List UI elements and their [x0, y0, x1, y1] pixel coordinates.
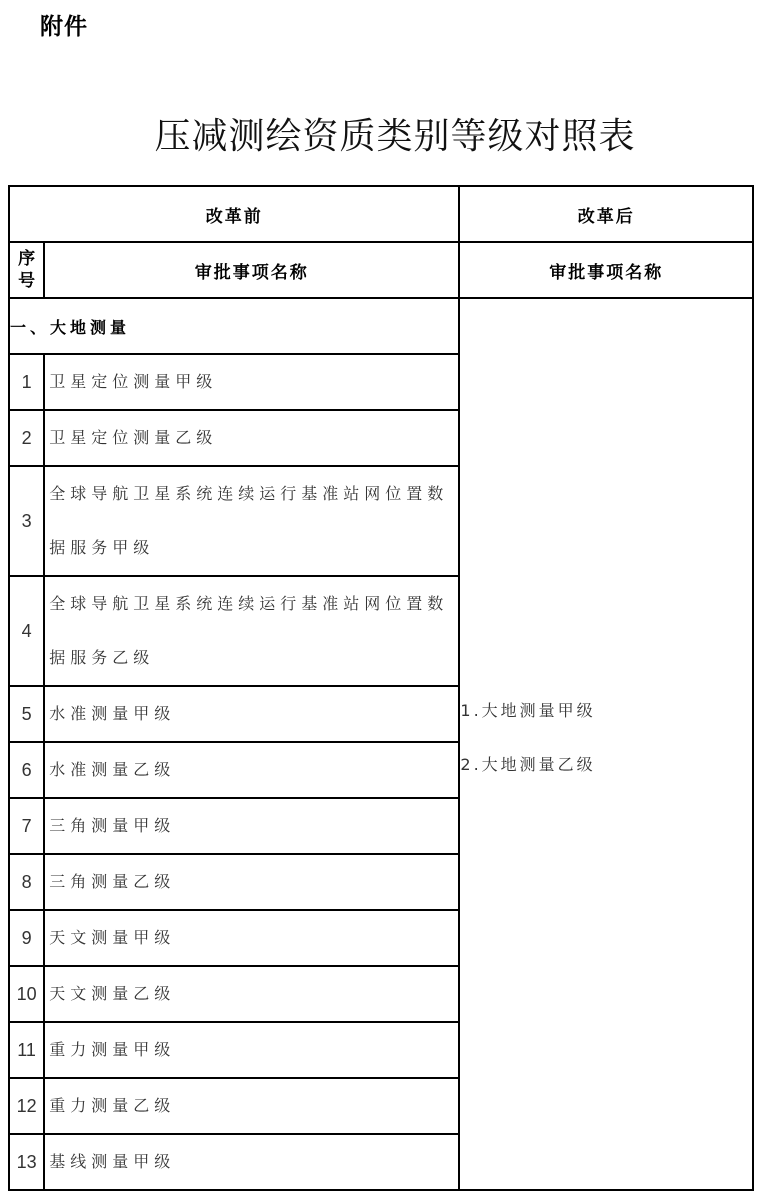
row-number: 9 [9, 910, 44, 966]
header-before: 改革前 [9, 186, 459, 242]
row-number: 11 [9, 1022, 44, 1078]
row-name: 天文测量乙级 [44, 966, 459, 1022]
after-merged-cell [459, 298, 753, 1190]
row-number: 12 [9, 1078, 44, 1134]
after-item: 1.大地测量甲级 [460, 701, 596, 720]
section-label: 一、大地测量 [9, 298, 459, 354]
row-name: 全球导航卫星系统连续运行基准站网位置数据服务乙级 [44, 576, 459, 686]
row-number: 2 [9, 410, 44, 466]
section-row [9, 298, 753, 354]
after-item: 2.大地测量乙级 [460, 755, 596, 774]
row-number: 10 [9, 966, 44, 1022]
header-seq [9, 242, 44, 298]
comparison-table [8, 185, 754, 1191]
header-row-sub [9, 242, 753, 298]
row-number: 6 [9, 742, 44, 798]
header-after-name: 审批事项名称 [459, 242, 753, 298]
header-seq-label: 序号 [18, 249, 36, 291]
row-name: 卫星定位测量乙级 [44, 410, 459, 466]
row-name: 全球导航卫星系统连续运行基准站网位置数据服务甲级 [44, 466, 459, 576]
row-name: 卫星定位测量甲级 [44, 354, 459, 410]
row-name: 重力测量甲级 [44, 1022, 459, 1078]
row-number: 1 [9, 354, 44, 410]
row-number: 7 [9, 798, 44, 854]
header-before-name: 审批事项名称 [44, 242, 459, 298]
row-number: 5 [9, 686, 44, 742]
row-name: 三角测量乙级 [44, 854, 459, 910]
row-name: 基线测量甲级 [44, 1134, 459, 1190]
row-number: 13 [9, 1134, 44, 1190]
row-name: 天文测量甲级 [44, 910, 459, 966]
header-row-top [9, 186, 753, 242]
document-title: 压减测绘资质类别等级对照表 [154, 116, 636, 157]
row-name: 三角测量甲级 [44, 798, 459, 854]
row-number: 8 [9, 854, 44, 910]
header-after: 改革后 [459, 186, 753, 242]
after-list [460, 684, 595, 792]
attachment-label: 附件 [40, 14, 88, 40]
row-name: 重力测量乙级 [44, 1078, 459, 1134]
row-name: 水准测量乙级 [44, 742, 459, 798]
row-number: 4 [9, 576, 44, 686]
row-number: 3 [9, 466, 44, 576]
row-name: 水准测量甲级 [44, 686, 459, 742]
